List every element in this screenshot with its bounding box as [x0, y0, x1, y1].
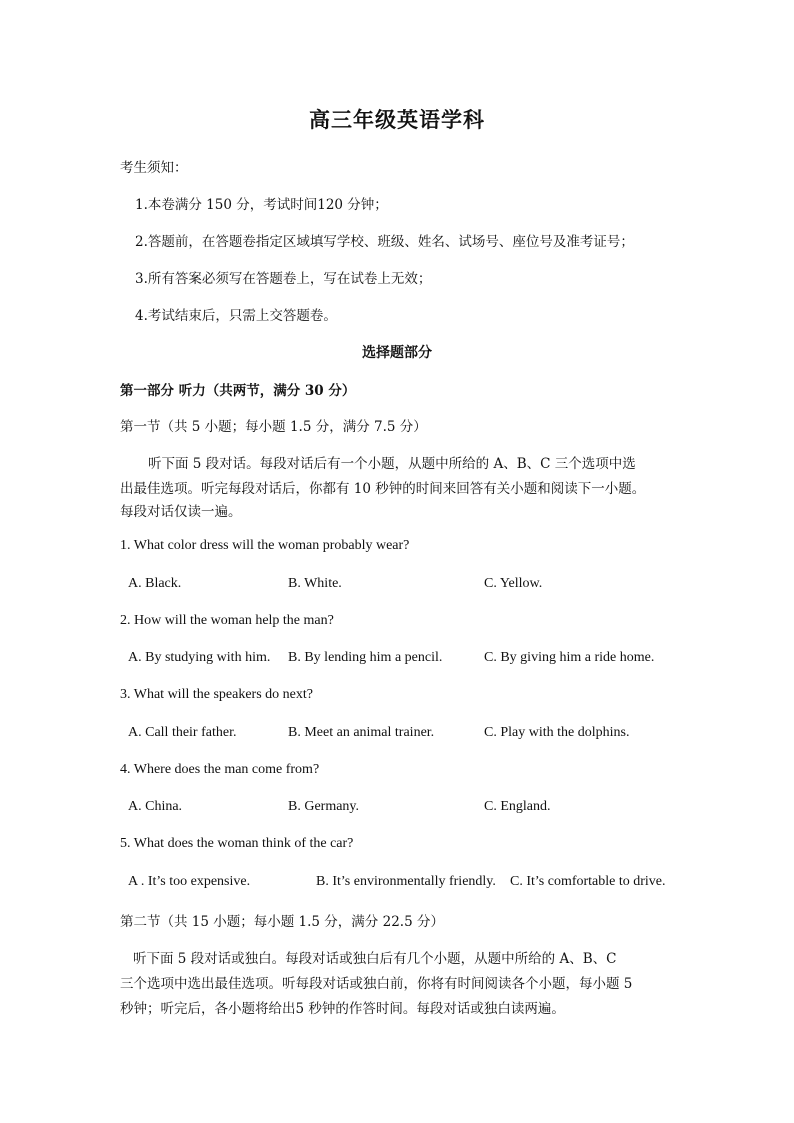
instruction-line: 听下面 5 段对话。每段对话后有一个小题，从题中所给的 A、B、C 三个选项中选: [148, 456, 636, 472]
option-c: C. Play with the dolphins.: [484, 725, 630, 740]
option-a: A. Call their father.: [128, 725, 237, 740]
option-c: C. It’s comfortable to drive.: [510, 874, 666, 889]
subsection-title: 第一节（共 5 小题；每小题 1.5 分，满分 7.5 分）: [120, 419, 427, 435]
instruction-line: 三个选项中选出最佳选项。听每段对话或独白前，你将有时间阅读各个小题，每小题 5: [120, 976, 633, 992]
instruction-line: 每段对话仅读一遍。: [120, 504, 242, 520]
option-a: A. China.: [128, 799, 183, 814]
option-c: C. By giving him a ride home.: [484, 650, 655, 665]
notice-item: 3.所有答案必须写在答题卷上，写在试卷上无效；: [135, 271, 432, 287]
subsection-title: 第二节（共 15 小题；每小题 1.5 分，满分 22.5 分）: [120, 914, 444, 930]
question-text: 3. What will the speakers do next?: [120, 687, 313, 702]
option-a: A. By studying with him.: [128, 650, 271, 665]
notice-item: 1.本卷满分 150 分，考试时间120 分钟；: [135, 197, 388, 213]
option-b: B. White.: [288, 576, 342, 591]
instruction-line: 听下面 5 段对话或独白。每段对话或独白后有几个小题，从题中所给的 A、B、C: [133, 951, 617, 967]
instruction-line: 出最佳选项。听完每段对话后，你都有 10 秒钟的时间来回答有关小题和阅读下一小题。: [120, 481, 646, 497]
section-title: 选择题部分: [362, 345, 432, 361]
notice-item: 2.答题前，在答题卷指定区域填写学校、班级、姓名、试场号、座位号及准考证号；: [135, 234, 634, 250]
question-text: 5. What does the woman think of the car?: [120, 836, 354, 851]
question-text: 1. What color dress will the woman probably wear?: [120, 538, 410, 553]
question-text: 4. Where does the man come from?: [120, 762, 320, 777]
instruction-line: 秒钟；听完后，各小题将给出5 秒钟的作答时间。每段对话或独白读两遍。: [120, 1001, 565, 1017]
notice-heading: 考生须知：: [120, 160, 188, 176]
question-text: 2. How will the woman help the man?: [120, 613, 334, 628]
option-a: A . It’s too expensive.: [128, 874, 251, 889]
option-b: B. Germany.: [288, 799, 360, 814]
option-b: B. It’s environmentally friendly.: [316, 874, 496, 889]
part-title: 第一部分 听力（共两节，满分 30 分）: [120, 383, 356, 399]
notice-item: 4.考试结束后，只需上交答题卷。: [135, 308, 337, 324]
option-b: B. By lending him a pencil.: [288, 650, 443, 665]
option-a: A. Black.: [128, 576, 182, 591]
option-b: B. Meet an animal trainer.: [288, 725, 435, 740]
page-title: 高三年级英语学科: [309, 107, 485, 132]
option-c: C. England.: [484, 799, 551, 814]
option-c: C. Yellow.: [484, 576, 543, 591]
